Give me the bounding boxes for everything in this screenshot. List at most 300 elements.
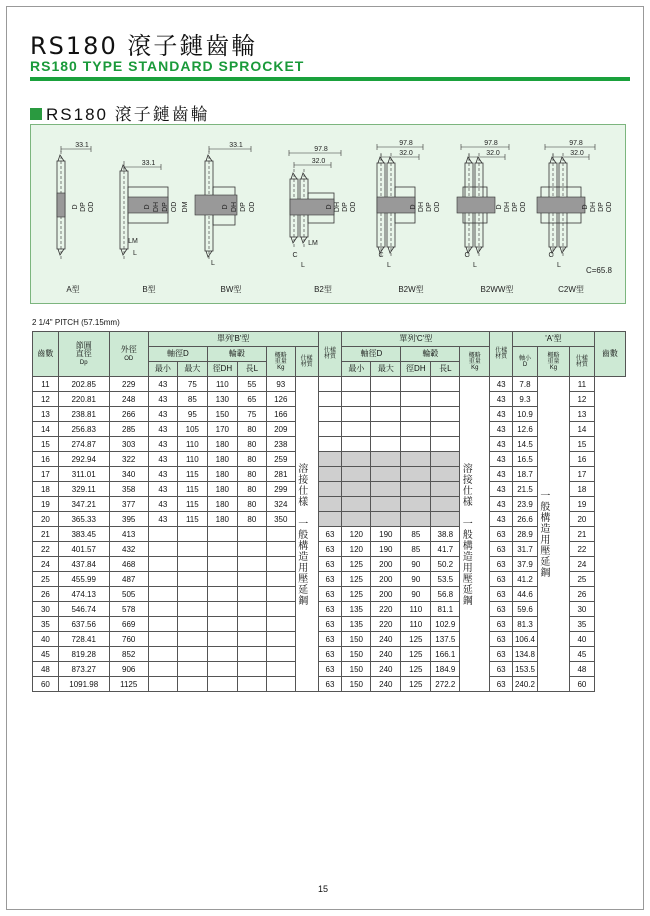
cell-dp: 311.01 xyxy=(58,467,109,482)
cell-c-1 xyxy=(342,392,371,407)
cell-b-0: 43 xyxy=(148,452,177,467)
th-b-min: 最小 xyxy=(148,362,177,377)
cell-a-bore: 43 xyxy=(490,482,513,497)
cell-c-1 xyxy=(342,467,371,482)
spec-table xyxy=(32,331,626,692)
cell-c-1: 125 xyxy=(342,557,371,572)
table-row xyxy=(33,677,626,692)
cell-b-2 xyxy=(207,617,237,632)
cell-b-1: 115 xyxy=(177,512,207,527)
cell-c-4: 50.2 xyxy=(431,557,460,572)
th-c-dh: 徑DH xyxy=(401,362,431,377)
th-c-spec: 仕樣 材質 xyxy=(490,332,513,377)
cell-b-2: 150 xyxy=(207,407,237,422)
cell-c-3: 85 xyxy=(401,542,431,557)
c-value-label: C=65.8 xyxy=(585,266,613,275)
cell-c-3 xyxy=(401,422,431,437)
b2-label-d: D xyxy=(326,204,333,210)
b2ww-dim-a-label: 97.8 xyxy=(484,140,498,147)
cell-c-1: 125 xyxy=(342,572,371,587)
table-row xyxy=(33,482,626,497)
cell-dp: 401.57 xyxy=(58,542,109,557)
table-row xyxy=(33,512,626,527)
cell-teeth: 21 xyxy=(33,527,59,542)
cell-dp: 437.84 xyxy=(58,557,109,572)
page-title: RS180 滾子鏈齒輪 xyxy=(30,32,258,60)
cell-b-3 xyxy=(237,647,266,662)
cell-teeth: 16 xyxy=(33,452,59,467)
cell-b-3: 80 xyxy=(237,452,266,467)
cell-teeth-right: 26 xyxy=(569,587,594,602)
cell-a-bore: 43 xyxy=(490,422,513,437)
cell-c-2: 200 xyxy=(371,587,401,602)
cell-teeth-right: 17 xyxy=(569,467,594,482)
cell-teeth: 15 xyxy=(33,437,59,452)
cell-b-1: 85 xyxy=(177,392,207,407)
table-row xyxy=(33,392,626,407)
b2ww-label-d: D xyxy=(496,204,503,210)
cell-b-0 xyxy=(148,617,177,632)
cell-b-0: 43 xyxy=(148,512,177,527)
cell-teeth: 26 xyxy=(33,587,59,602)
cell-c-4: 166.1 xyxy=(431,647,460,662)
cell-c-3 xyxy=(401,407,431,422)
th-b-dh: 徑DH xyxy=(207,362,237,377)
th-b-weight: 概略 重量 Kg xyxy=(266,347,295,377)
cell-od: 358 xyxy=(109,482,148,497)
cell-b-3: 80 xyxy=(237,437,266,452)
cell-c-3: 90 xyxy=(401,572,431,587)
b-label-dh: DH xyxy=(153,201,160,213)
cell-od: 852 xyxy=(109,647,148,662)
cell-b-4: 281 xyxy=(266,467,295,482)
cell-teeth-right: 45 xyxy=(569,647,594,662)
cell-teeth: 18 xyxy=(33,482,59,497)
cell-c-4: 137.5 xyxy=(431,632,460,647)
cell-a-bore: 63 xyxy=(490,527,513,542)
cell-c-1 xyxy=(342,377,371,392)
cell-c-0 xyxy=(318,377,342,392)
cell-b-3 xyxy=(237,587,266,602)
cell-teeth: 30 xyxy=(33,602,59,617)
cell-c-4: 272.2 xyxy=(431,677,460,692)
c2w-label-dh: DH xyxy=(590,201,597,213)
th-b-hub: 輪轂 xyxy=(207,347,266,362)
cell-teeth: 48 xyxy=(33,662,59,677)
cell-b-1: 95 xyxy=(177,407,207,422)
cell-b-1 xyxy=(177,617,207,632)
cell-teeth-right: 11 xyxy=(569,377,594,392)
cell-c-3: 125 xyxy=(401,662,431,677)
cell-b-2 xyxy=(207,632,237,647)
b-label-l: L xyxy=(133,250,137,257)
cell-c-1: 150 xyxy=(342,647,371,662)
cell-b-2: 180 xyxy=(207,482,237,497)
cell-b-2 xyxy=(207,587,237,602)
cell-b-0 xyxy=(148,527,177,542)
c-spec-text: 溶接仕樣 一般構造用壓延鋼 xyxy=(460,462,472,606)
th-b-max: 最大 xyxy=(177,362,207,377)
cell-od: 340 xyxy=(109,467,148,482)
cell-c-2: 220 xyxy=(371,602,401,617)
cell-a-bore: 63 xyxy=(490,572,513,587)
cell-c-4 xyxy=(431,407,460,422)
cell-b-3: 65 xyxy=(237,392,266,407)
cell-a-weight: 21.5 xyxy=(513,482,538,497)
cell-dp: 474.13 xyxy=(58,587,109,602)
b2-label-dp: DP xyxy=(342,202,349,212)
cell-a-bore: 43 xyxy=(490,377,513,392)
b2ww-type-label: B2WW型 xyxy=(480,285,514,294)
cell-c-2 xyxy=(371,467,401,482)
b-type-label: B型 xyxy=(142,285,156,294)
cell-a-weight: 9.3 xyxy=(513,392,538,407)
cell-od: 432 xyxy=(109,542,148,557)
cell-a-bore: 43 xyxy=(490,452,513,467)
sprocket-drawings xyxy=(31,125,625,303)
cell-teeth-right: 16 xyxy=(569,452,594,467)
cell-teeth-right: 60 xyxy=(569,677,594,692)
bw-label-dp: DP xyxy=(240,202,247,212)
cell-b-3 xyxy=(237,527,266,542)
cell-a-bore: 63 xyxy=(490,632,513,647)
cell-b-3 xyxy=(237,602,266,617)
th-c-min: 最小 xyxy=(342,362,371,377)
cell-b-2: 180 xyxy=(207,497,237,512)
cell-c-1: 135 xyxy=(342,617,371,632)
cell-teeth: 12 xyxy=(33,392,59,407)
cell-a-weight: 81.3 xyxy=(513,617,538,632)
cell-a-weight: 59.6 xyxy=(513,602,538,617)
b2ww-dim-b-label: 32.0 xyxy=(486,150,500,157)
cell-od: 303 xyxy=(109,437,148,452)
cell-c-3 xyxy=(401,392,431,407)
cell-b-0 xyxy=(148,572,177,587)
th-od: 外徑 OD xyxy=(109,332,148,377)
cell-c-0 xyxy=(318,392,342,407)
cell-c-3: 90 xyxy=(401,587,431,602)
cell-a-bore: 43 xyxy=(490,407,513,422)
table-row xyxy=(33,407,626,422)
cell-b-3: 80 xyxy=(237,512,266,527)
cell-b-0: 43 xyxy=(148,482,177,497)
cell-b-4 xyxy=(266,632,295,647)
cell-b-1 xyxy=(177,557,207,572)
cell-teeth-right: 35 xyxy=(569,617,594,632)
cell-teeth: 17 xyxy=(33,467,59,482)
cell-dp: 819.28 xyxy=(58,647,109,662)
cell-b-1: 110 xyxy=(177,437,207,452)
a-label-dp: DP xyxy=(80,202,87,212)
cell-teeth-right: 30 xyxy=(569,602,594,617)
cell-b-4: 350 xyxy=(266,512,295,527)
table-row xyxy=(33,662,626,677)
table-row xyxy=(33,437,626,452)
cell-teeth: 19 xyxy=(33,497,59,512)
cell-b-3: 75 xyxy=(237,407,266,422)
cell-teeth: 13 xyxy=(33,407,59,422)
b2-label-c: C xyxy=(292,252,298,259)
bw-label-l: L xyxy=(211,260,215,267)
cell-a-weight: 240.2 xyxy=(513,677,538,692)
cell-c-1: 135 xyxy=(342,602,371,617)
cell-c-3 xyxy=(401,467,431,482)
cell-a-weight: 41.2 xyxy=(513,572,538,587)
cell-c-2: 240 xyxy=(371,647,401,662)
cell-b-2 xyxy=(207,527,237,542)
table-row xyxy=(33,377,626,392)
th-b-spec: 仕樣 材質 xyxy=(318,332,342,377)
cell-b-4 xyxy=(266,677,295,692)
cell-teeth: 24 xyxy=(33,557,59,572)
cell-dp: 202.85 xyxy=(58,377,109,392)
cell-c-4 xyxy=(431,422,460,437)
cell-od: 669 xyxy=(109,617,148,632)
cell-c-1 xyxy=(342,497,371,512)
c2w-label-dp: DP xyxy=(598,202,605,212)
cell-a-bore: 63 xyxy=(490,587,513,602)
cell-b-1: 110 xyxy=(177,452,207,467)
cell-b-4: 324 xyxy=(266,497,295,512)
cell-c-3 xyxy=(401,512,431,527)
cell-teeth: 11 xyxy=(33,377,59,392)
cell-b-1 xyxy=(177,662,207,677)
cell-c-1 xyxy=(342,422,371,437)
cell-b-0 xyxy=(148,632,177,647)
cell-c-1 xyxy=(342,512,371,527)
cell-b-1: 115 xyxy=(177,467,207,482)
cell-c-2: 240 xyxy=(371,677,401,692)
b2w-label-l: L xyxy=(387,262,391,269)
th-c-weight: 概略 重量 Kg xyxy=(460,347,490,377)
cell-b-0: 43 xyxy=(148,392,177,407)
cell-c-2: 220 xyxy=(371,617,401,632)
bw-label-d: D xyxy=(222,204,229,210)
cell-a-weight: 153.5 xyxy=(513,662,538,677)
bw-label-od: OD xyxy=(249,201,256,213)
table-row xyxy=(33,542,626,557)
c2w-type-label: C2W型 xyxy=(558,285,584,294)
pitch-label: 2 1/4" PITCH (57.15mm) xyxy=(32,318,120,327)
th-c-bore: 軸徑D xyxy=(342,347,401,362)
a-type-label: A型 xyxy=(66,285,80,294)
cell-c-0 xyxy=(318,482,342,497)
b-dim-width-label: 33.1 xyxy=(141,160,156,167)
cell-b-1 xyxy=(177,647,207,662)
c2w-type-bore xyxy=(537,197,585,213)
cell-c-0: 63 xyxy=(318,602,342,617)
table-row xyxy=(33,422,626,437)
th-a-weight: 概略 重量 Kg xyxy=(537,347,569,377)
cell-teeth-right: 48 xyxy=(569,662,594,677)
cell-c-3: 125 xyxy=(401,647,431,662)
cell-b-1 xyxy=(177,587,207,602)
table-row xyxy=(33,572,626,587)
cell-a-bore: 63 xyxy=(490,557,513,572)
cell-dp: 238.81 xyxy=(58,407,109,422)
table-row xyxy=(33,557,626,572)
c-spec-note xyxy=(460,377,490,692)
cell-c-2: 240 xyxy=(371,662,401,677)
cell-od: 395 xyxy=(109,512,148,527)
table-row xyxy=(33,617,626,632)
cell-c-1: 120 xyxy=(342,527,371,542)
cell-teeth: 14 xyxy=(33,422,59,437)
cell-c-4 xyxy=(431,497,460,512)
cell-dp: 637.56 xyxy=(58,617,109,632)
th-c-group: 單列'C'型 xyxy=(342,332,490,347)
c2w-label-od: OD xyxy=(606,201,613,213)
th-b-group: 單列'B'型 xyxy=(148,332,318,347)
cell-od: 906 xyxy=(109,662,148,677)
cell-od: 229 xyxy=(109,377,148,392)
cell-b-4: 238 xyxy=(266,437,295,452)
cell-a-weight: 7.8 xyxy=(513,377,538,392)
cell-b-1: 75 xyxy=(177,377,207,392)
cell-c-2 xyxy=(371,392,401,407)
b2ww-label-dh: DH xyxy=(504,201,511,213)
cell-b-4: 299 xyxy=(266,482,295,497)
cell-b-0 xyxy=(148,602,177,617)
cell-b-3 xyxy=(237,662,266,677)
cell-a-weight: 16.5 xyxy=(513,452,538,467)
cell-c-4 xyxy=(431,452,460,467)
bw-type-label: BW型 xyxy=(220,285,242,294)
cell-b-2: 180 xyxy=(207,512,237,527)
cell-b-2 xyxy=(207,557,237,572)
cell-c-0 xyxy=(318,497,342,512)
cell-b-2 xyxy=(207,647,237,662)
bw-dim-width-label: 33.1 xyxy=(229,142,243,149)
section-heading xyxy=(30,100,210,125)
b2w-label-od: OD xyxy=(434,201,441,213)
cell-teeth-right: 19 xyxy=(569,497,594,512)
cell-teeth-right: 14 xyxy=(569,422,594,437)
cell-a-weight: 12.6 xyxy=(513,422,538,437)
th-a-group: 'A'型 xyxy=(513,332,595,347)
th-c-hub: 輪轂 xyxy=(401,347,460,362)
cell-c-1: 150 xyxy=(342,662,371,677)
cell-b-3 xyxy=(237,542,266,557)
cell-a-weight: 23.9 xyxy=(513,497,538,512)
cell-b-2 xyxy=(207,542,237,557)
cell-od: 468 xyxy=(109,557,148,572)
cell-b-2 xyxy=(207,677,237,692)
cell-c-0: 63 xyxy=(318,662,342,677)
cell-a-bore: 63 xyxy=(490,542,513,557)
cell-teeth-right: 21 xyxy=(569,527,594,542)
cell-c-2: 200 xyxy=(371,572,401,587)
cell-b-1 xyxy=(177,677,207,692)
cell-b-0: 43 xyxy=(148,467,177,482)
cell-b-1: 115 xyxy=(177,482,207,497)
cell-dp: 1091.98 xyxy=(58,677,109,692)
a-dim-width-label: 33.1 xyxy=(75,142,89,149)
cell-c-4: 38.8 xyxy=(431,527,460,542)
b2-label-dh: DH xyxy=(334,201,341,213)
cell-c-0: 63 xyxy=(318,542,342,557)
cell-c-4: 81.1 xyxy=(431,602,460,617)
cell-od: 377 xyxy=(109,497,148,512)
cell-b-3: 55 xyxy=(237,377,266,392)
cell-b-3 xyxy=(237,572,266,587)
th-b-bore: 軸徑D xyxy=(148,347,207,362)
cell-a-weight: 18.7 xyxy=(513,467,538,482)
cell-b-1 xyxy=(177,572,207,587)
cell-dp: 347.21 xyxy=(58,497,109,512)
cell-a-bore: 63 xyxy=(490,647,513,662)
c2w-label-c: C xyxy=(548,252,554,259)
cell-dp: 873.27 xyxy=(58,662,109,677)
b-label-od: OD xyxy=(171,201,178,213)
cell-b-3: 80 xyxy=(237,422,266,437)
cell-c-0 xyxy=(318,437,342,452)
cell-c-0 xyxy=(318,467,342,482)
b2ww-label-l: L xyxy=(473,262,477,269)
c2w-label-l: L xyxy=(557,262,561,269)
cell-c-1 xyxy=(342,452,371,467)
cell-c-3: 125 xyxy=(401,632,431,647)
cell-b-2 xyxy=(207,572,237,587)
b-spec-text: 溶接仕樣 一般構造用壓延鋼 xyxy=(295,462,307,606)
cell-c-3 xyxy=(401,377,431,392)
a-spec-note xyxy=(537,377,569,692)
title-rule xyxy=(30,77,630,81)
cell-dp: 546.74 xyxy=(58,602,109,617)
th-dp: 節圓 直徑 Dp xyxy=(58,332,109,377)
cell-b-1 xyxy=(177,527,207,542)
b-label-lm: LM xyxy=(128,238,138,245)
cell-c-0: 63 xyxy=(318,527,342,542)
th-a-bore: 軸小 D xyxy=(513,347,538,377)
cell-c-0 xyxy=(318,512,342,527)
cell-a-bore: 43 xyxy=(490,437,513,452)
b2w-dim-b-label: 32.0 xyxy=(399,150,413,157)
cell-b-4 xyxy=(266,662,295,677)
b2-dim-b-label: 32.0 xyxy=(311,158,326,165)
cell-b-2 xyxy=(207,662,237,677)
b2-dim-a-label: 97.8 xyxy=(314,146,328,153)
cell-a-bore: 63 xyxy=(490,617,513,632)
cell-a-weight: 44.6 xyxy=(513,587,538,602)
table-row xyxy=(33,647,626,662)
cell-teeth: 20 xyxy=(33,512,59,527)
c2w-label-d: D xyxy=(582,204,589,210)
b2ww-label-dp: DP xyxy=(512,202,519,212)
table-row xyxy=(33,587,626,602)
table-row xyxy=(33,632,626,647)
b2-type-label: B2型 xyxy=(314,285,332,294)
cell-c-0: 63 xyxy=(318,647,342,662)
cell-a-bore: 43 xyxy=(490,497,513,512)
cell-c-0 xyxy=(318,407,342,422)
cell-c-1 xyxy=(342,407,371,422)
a-label-d: D xyxy=(72,204,79,210)
cell-b-4: 166 xyxy=(266,407,295,422)
table-row xyxy=(33,452,626,467)
cell-od: 413 xyxy=(109,527,148,542)
b2w-label-d: D xyxy=(410,204,417,210)
b2w-label-dp: DP xyxy=(426,202,433,212)
cell-dp: 455.99 xyxy=(58,572,109,587)
cell-b-0 xyxy=(148,587,177,602)
cell-c-4 xyxy=(431,392,460,407)
cell-teeth-right: 12 xyxy=(569,392,594,407)
cell-teeth-right: 24 xyxy=(569,557,594,572)
cell-c-4: 56.8 xyxy=(431,587,460,602)
cell-c-4: 102.9 xyxy=(431,617,460,632)
b2w-dim-a-label: 97.8 xyxy=(399,140,413,147)
